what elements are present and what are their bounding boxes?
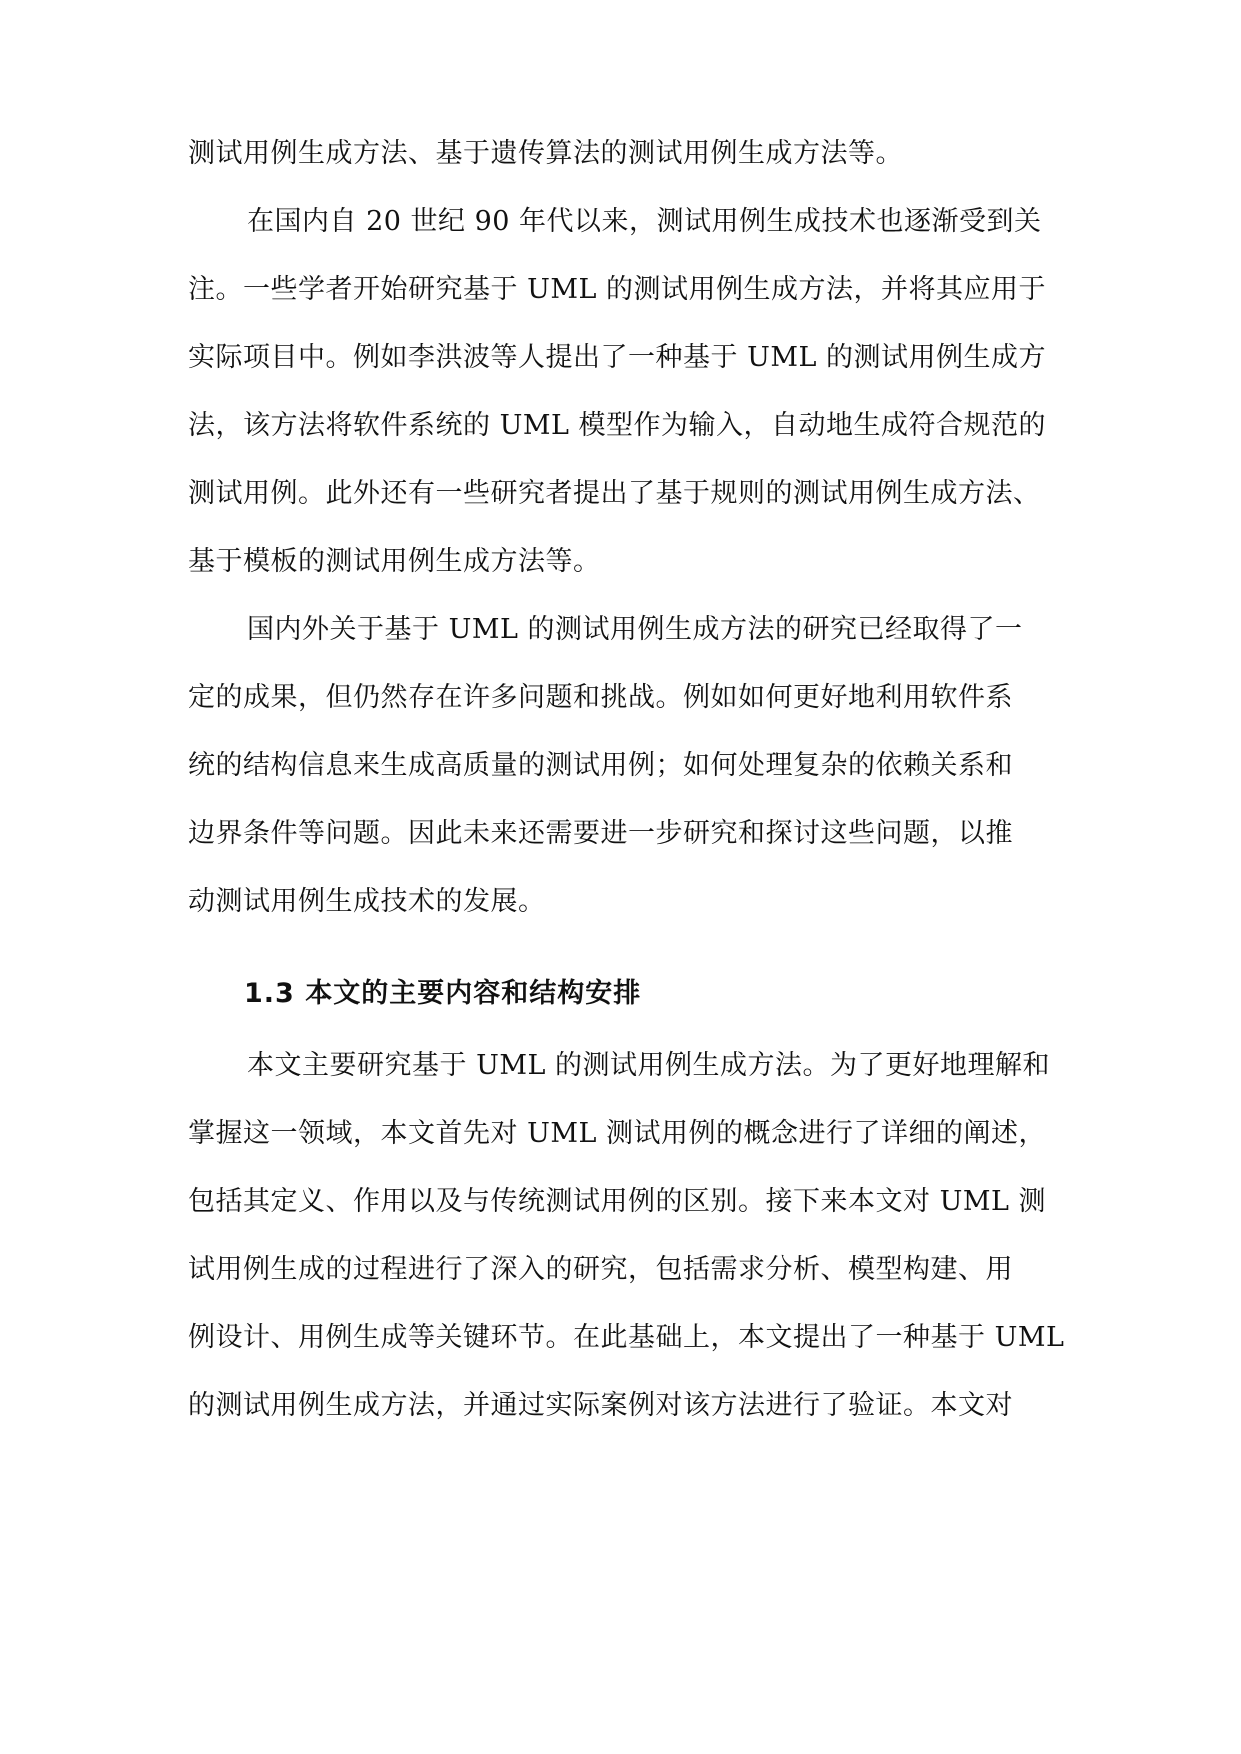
paragraph-line: 统的结构信息来生成高质量的测试用例；如何处理复杂的依赖关系和 — [188, 750, 1013, 781]
paragraph-line: 的测试用例生成方法，并通过实际案例对该方法进行了验证。本文对 — [188, 1390, 1013, 1421]
paragraph-line: 动测试用例生成技术的发展。 — [188, 886, 546, 917]
paragraph-line: 定的成果，但仍然存在许多问题和挑战。例如如何更好地利用软件系 — [188, 682, 1013, 713]
paragraph-line: 测试用例生成方法、基于遗传算法的测试用例生成方法等。 — [188, 138, 903, 169]
section-heading: 1.3 本文的主要内容和结构安排 — [244, 978, 642, 1009]
paragraph-line: 包括其定义、作用以及与传统测试用例的区别。接下来本文对 UML 测 — [188, 1186, 1046, 1217]
paragraph-line: 试用例生成的过程进行了深入的研究，包括需求分析、模型构建、用 — [188, 1254, 1013, 1285]
paragraph-line: 测试用例。此外还有一些研究者提出了基于规则的测试用例生成方法、 — [188, 478, 1041, 509]
paragraph-line: 注。一些学者开始研究基于 UML 的测试用例生成方法，并将其应用于 — [188, 274, 1046, 305]
paragraph-line: 掌握这一领域，本文首先对 UML 测试用例的概念进行了详细的阐述， — [188, 1118, 1046, 1149]
paragraph-line: 国内外关于基于 UML 的测试用例生成方法的研究已经取得了一 — [247, 614, 1023, 645]
paragraph-line: 基于模板的测试用例生成方法等。 — [188, 546, 601, 577]
paragraph-line: 边界条件等问题。因此未来还需要进一步研究和探讨这些问题，以推 — [188, 818, 1013, 849]
paragraph-line: 法，该方法将软件系统的 UML 模型作为输入，自动地生成符合规范的 — [188, 410, 1046, 441]
paragraph-line: 在国内自 20 世纪 90 年代以来，测试用例生成技术也逐渐受到关 — [247, 206, 1042, 237]
paragraph-line: 本文主要研究基于 UML 的测试用例生成方法。为了更好地理解和 — [247, 1050, 1050, 1081]
paragraph-line: 例设计、用例生成等关键环节。在此基础上，本文提出了一种基于 UML — [188, 1322, 1065, 1353]
paragraph-line: 实际项目中。例如李洪波等人提出了一种基于 UML 的测试用例生成方 — [188, 342, 1046, 373]
